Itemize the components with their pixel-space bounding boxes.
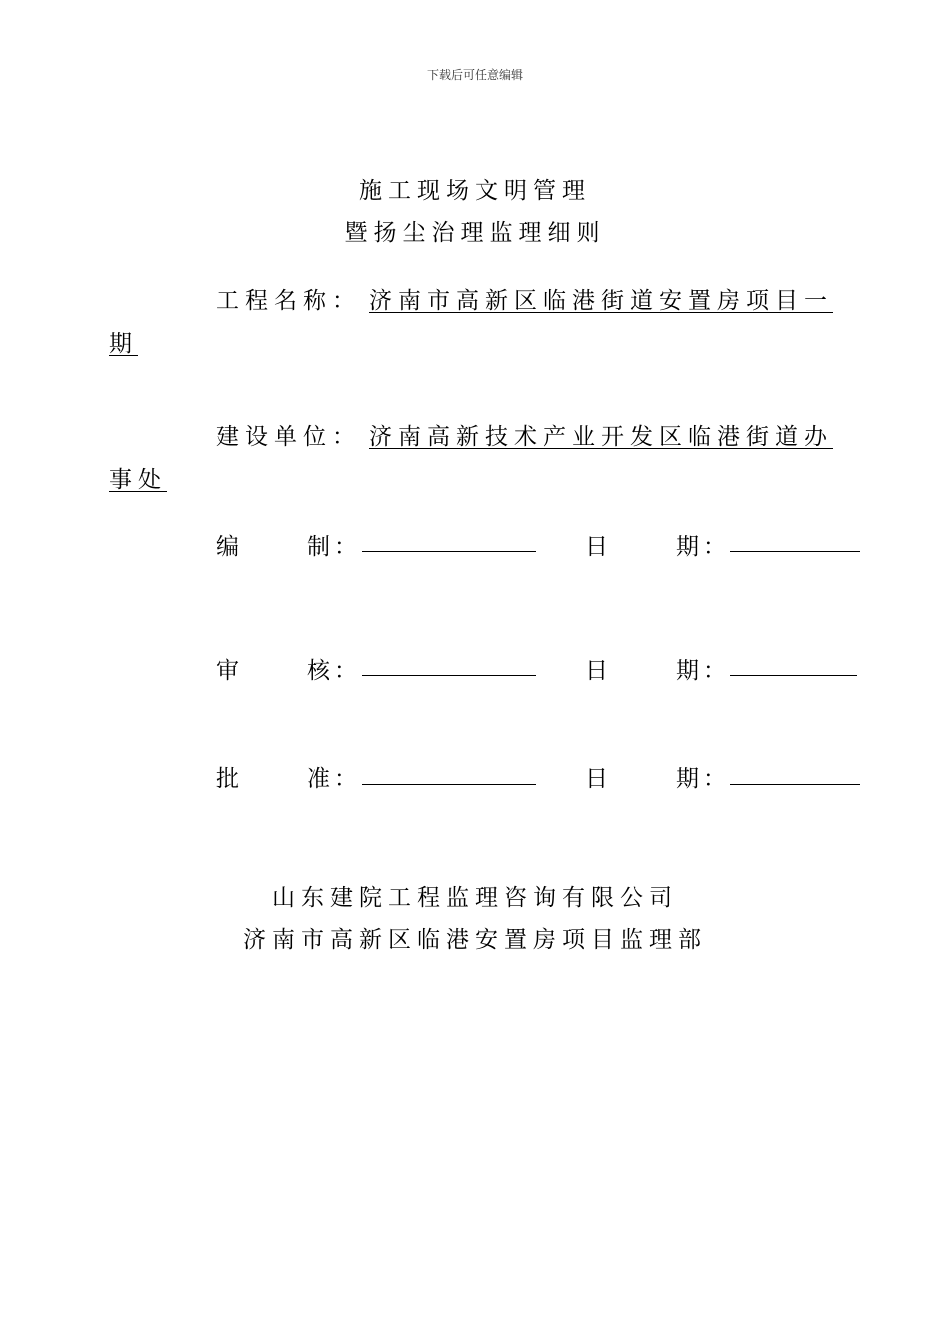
approve-date-colon: ：: [703, 766, 726, 792]
project-name-value-line2: 期: [109, 331, 138, 357]
review-date-colon: ：: [703, 658, 726, 684]
compile-date-colon: ：: [703, 534, 726, 560]
compile-label-char2: 制: [307, 534, 330, 560]
header-note: 下载后可任意编辑: [426, 68, 523, 82]
compile-date-label-char2: 期: [676, 534, 699, 560]
review-label-char2: 核: [307, 658, 330, 684]
review-date-label-char1: 日: [585, 658, 608, 684]
document-title-line1: 施工现场文明管理: [359, 178, 591, 204]
review-colon: ：: [334, 658, 357, 684]
project-name-value-line1: 济南市高新区临港街道安置房项目一: [369, 288, 833, 314]
approve-colon: ：: [334, 766, 357, 792]
approve-signature-blank[interactable]: [362, 783, 536, 785]
review-date-label-char2: 期: [676, 658, 699, 684]
approve-date-label-char1: 日: [585, 766, 608, 792]
approve-label-char2: 准: [307, 766, 330, 792]
approve-date-blank[interactable]: [730, 783, 860, 785]
approve-label-char1: 批: [216, 766, 239, 792]
compile-signature-blank[interactable]: [362, 550, 536, 552]
builder-unit-value-line1: 济南高新技术产业开发区临港街道办: [369, 424, 833, 450]
compile-date-blank[interactable]: [730, 550, 860, 552]
review-label-char1: 审: [216, 658, 239, 684]
approve-date-label-char2: 期: [676, 766, 699, 792]
compile-label-char1: 编: [216, 534, 239, 560]
compile-date-label-char1: 日: [585, 534, 608, 560]
builder-unit-label: 建设单位：: [216, 424, 361, 450]
builder-unit-value-line2: 事处: [109, 467, 167, 493]
compile-colon: ：: [334, 534, 357, 560]
department-name: 济南市高新区临港安置房项目监理部: [243, 927, 707, 953]
review-signature-blank[interactable]: [362, 674, 536, 676]
document-title-line2: 暨扬尘治理监理细则: [344, 220, 606, 246]
project-name-label: 工程名称：: [216, 288, 361, 314]
company-name: 山东建院工程监理咨询有限公司: [272, 885, 678, 911]
review-date-blank[interactable]: [730, 674, 857, 676]
